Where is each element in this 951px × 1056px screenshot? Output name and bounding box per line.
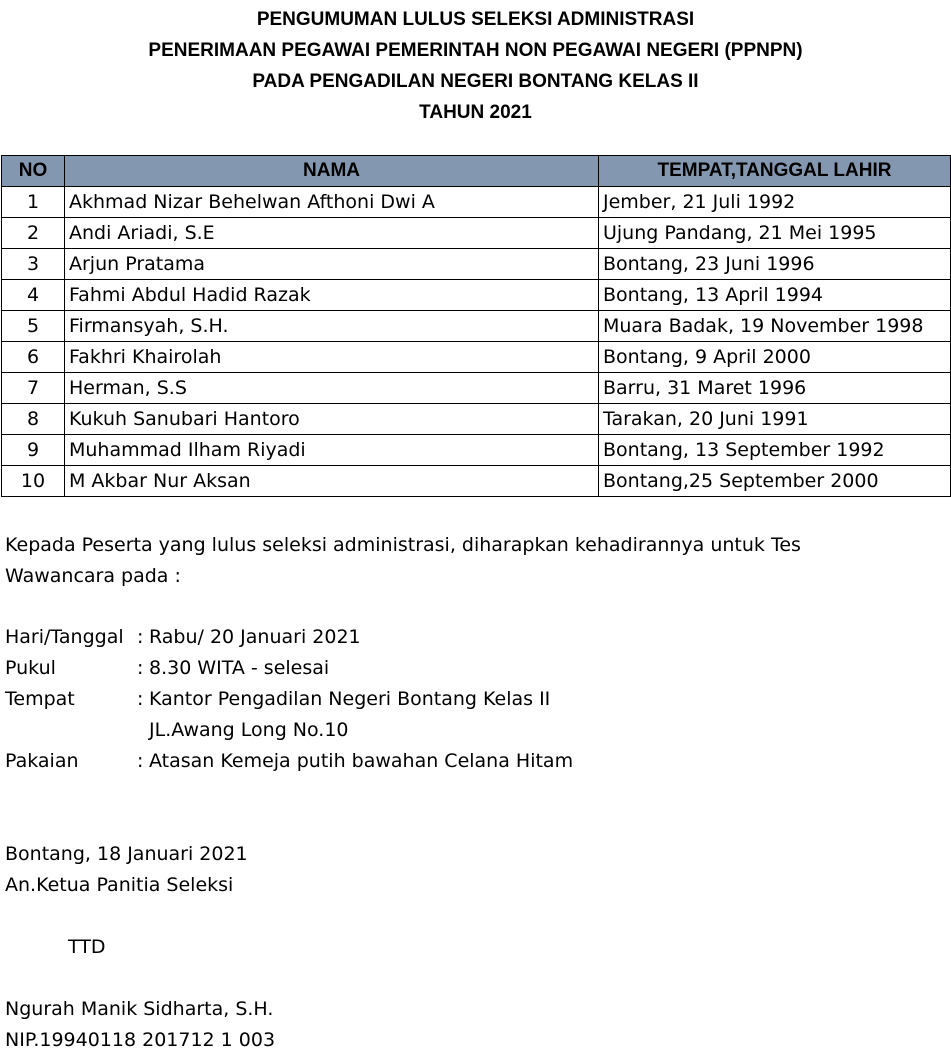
- schedule-time-row: [5, 653, 573, 684]
- cell-no: 10: [2, 466, 65, 497]
- date-label: Hari/Tanggal: [5, 626, 124, 648]
- cell-nama: Muhammad Ilham Riyadi: [65, 435, 599, 466]
- cell-ttl: Barru, 31 Maret 1996: [599, 373, 951, 404]
- time-value: 8.30 WITA - selesai: [149, 657, 330, 679]
- table-row: [2, 311, 951, 342]
- cell-no: 8: [2, 404, 65, 435]
- cell-no: 3: [2, 249, 65, 280]
- place-value: Kantor Pengadilan Negeri Bontang Kelas II: [149, 688, 551, 710]
- table-header-row: [2, 156, 951, 187]
- schedule-place-row: [5, 684, 573, 715]
- header-ttl: TEMPAT,TANGGAL LAHIR: [599, 156, 951, 187]
- table-row: [2, 342, 951, 373]
- title-line-1: PENGUMUMAN LULUS SELEKSI ADMINISTRASI: [256, 9, 695, 30]
- cell-nama: Firmansyah, S.H.: [65, 311, 599, 342]
- cell-nama: Akhmad Nizar Behelwan Afthoni Dwi A: [65, 187, 599, 218]
- cell-ttl: Bontang, 9 April 2000: [599, 342, 951, 373]
- cell-no: 5: [2, 311, 65, 342]
- cell-ttl: Bontang, 13 April 1994: [599, 280, 951, 311]
- announcement-title: [0, 4, 951, 128]
- cell-nama: Kukuh Sanubari Hantoro: [65, 404, 599, 435]
- cell-no: 9: [2, 435, 65, 466]
- signature-place-date: Bontang, 18 Januari 2021: [5, 843, 248, 865]
- cell-nama: Fahmi Abdul Hadid Razak: [65, 280, 599, 311]
- schedule-date-row: [5, 622, 573, 653]
- date-value: Rabu/ 20 Januari 2021: [149, 626, 361, 648]
- signature-role: An.Ketua Panitia Seleksi: [5, 874, 234, 896]
- header-nama: NAMA: [65, 156, 599, 187]
- notice-paragraph: [5, 530, 945, 592]
- cell-no: 1: [2, 187, 65, 218]
- title-line-2: PENERIMAAN PEGAWAI PEMERINTAH NON PEGAWAI NEGERI (PPNPN): [148, 40, 803, 61]
- schedule-attire-row: [5, 746, 573, 777]
- attire-label: Pakaian: [5, 750, 79, 772]
- separator: :: [137, 688, 144, 710]
- table-row: [2, 404, 951, 435]
- cell-ttl: Ujung Pandang, 21 Mei 1995: [599, 218, 951, 249]
- cell-no: 6: [2, 342, 65, 373]
- cell-ttl: Muara Badak, 19 November 1998: [599, 311, 951, 342]
- cell-nama: Fakhri Khairolah: [65, 342, 599, 373]
- cell-nama: Andi Ariadi, S.E: [65, 218, 599, 249]
- separator: :: [137, 750, 144, 772]
- table-row: [2, 435, 951, 466]
- cell-nama: Herman, S.S: [65, 373, 599, 404]
- cell-no: 4: [2, 280, 65, 311]
- time-label: Pukul: [5, 657, 56, 679]
- table-row: [2, 187, 951, 218]
- separator: :: [137, 626, 144, 648]
- notice-line-1: Kepada Peserta yang lulus seleksi administrasi, diharapkan kehadirannya untuk Tes: [5, 534, 801, 556]
- signature-ttd: TTD: [68, 936, 106, 958]
- cell-ttl: Bontang, 13 September 1992: [599, 435, 951, 466]
- table-row: [2, 373, 951, 404]
- cell-nama: M Akbar Nur Aksan: [65, 466, 599, 497]
- interview-schedule: [5, 622, 573, 777]
- table-row: [2, 280, 951, 311]
- place-label: Tempat: [5, 688, 75, 710]
- cell-ttl: Jember, 21 Juli 1992: [599, 187, 951, 218]
- cell-no: 7: [2, 373, 65, 404]
- notice-line-2: Wawancara pada :: [5, 565, 181, 587]
- cell-ttl: Tarakan, 20 Juni 1991: [599, 404, 951, 435]
- table-row: [2, 466, 951, 497]
- separator: :: [137, 657, 144, 679]
- cell-nama: Arjun Pratama: [65, 249, 599, 280]
- table-row: [2, 249, 951, 280]
- signatory-name: Ngurah Manik Sidharta, S.H.: [5, 998, 274, 1020]
- table-row: [2, 218, 951, 249]
- signatory-nip: NIP.19940118 201712 1 003: [5, 1029, 276, 1051]
- cell-no: 2: [2, 218, 65, 249]
- title-line-3: PADA PENGADILAN NEGERI BONTANG KELAS II: [252, 71, 699, 92]
- attire-value: Atasan Kemeja putih bawahan Celana Hitam: [149, 750, 574, 772]
- signature-block: [5, 839, 275, 1056]
- header-no: NO: [2, 156, 65, 187]
- results-table: [1, 155, 951, 497]
- title-line-4: TAHUN 2021: [419, 102, 532, 123]
- schedule-address-row: [5, 715, 573, 746]
- address-value: JL.Awang Long No.10: [149, 719, 349, 741]
- cell-ttl: Bontang,25 September 2000: [599, 466, 951, 497]
- cell-ttl: Bontang, 23 Juni 1996: [599, 249, 951, 280]
